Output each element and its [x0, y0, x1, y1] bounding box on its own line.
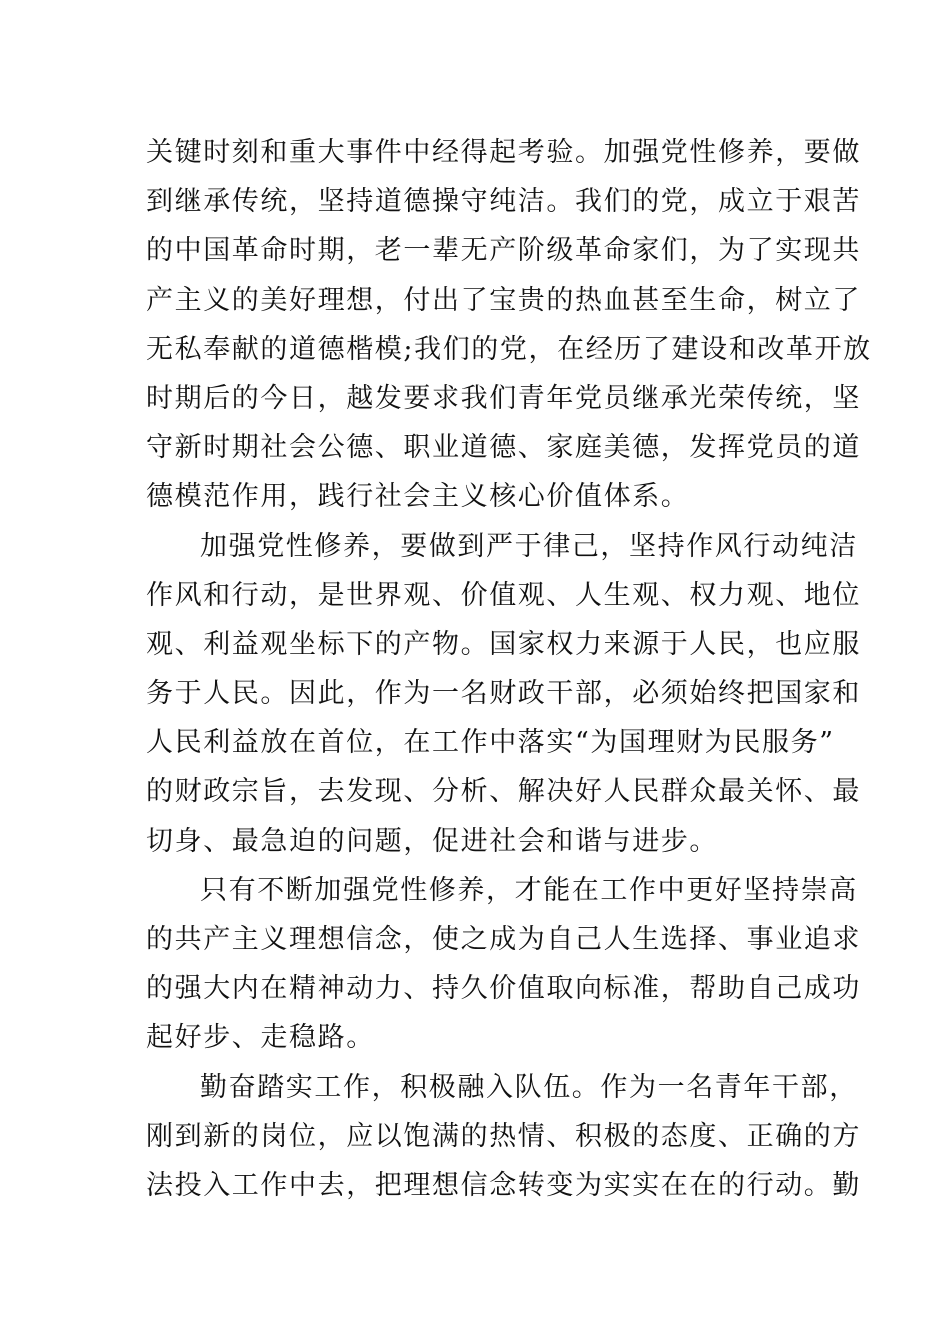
text-line: 守新时期社会公德、职业道德、家庭美德，发挥党员的道	[146, 432, 861, 464]
paragraph-first-line: 勤奋踏实工作，积极融入队伍。作为一名青年干部，	[200, 1071, 858, 1103]
text-line: 德模范作用，践行社会主义核心价值体系。	[146, 481, 690, 513]
text-line: 切身、最急迫的问题，促进社会和谐与进步。	[146, 825, 718, 857]
text-line: 到继承传统，坚持道德操守纯洁。我们的党，成立于艰苦	[146, 186, 861, 218]
text-line: 无私奉献的道德楷模;我们的党，在经历了建设和改革开放	[146, 333, 872, 365]
paragraph-first-line: 只有不断加强党性修养，才能在工作中更好坚持崇高	[200, 874, 858, 906]
text-line: 时期后的今日，越发要求我们青年党员继承光荣传统，坚	[146, 382, 861, 414]
paragraph-first-line: 加强党性修养，要做到严于律己，坚持作风行动纯洁	[200, 530, 858, 562]
text-line: 起好步、走稳路。	[146, 1022, 375, 1054]
text-line: 产主义的美好理想，付出了宝贵的热血甚至生命，树立了	[146, 284, 861, 316]
text-line: 作风和行动，是世界观、价值观、人生观、权力观、地位	[146, 579, 861, 611]
text-line: 务于人民。因此，作为一名财政干部，必须始终把国家和	[146, 678, 861, 710]
text-line: 的中国革命时期，老一辈无产阶级革命家们，为了实现共	[146, 235, 861, 267]
text-line: 法投入工作中去，把理想信念转变为实实在在的行动。勤	[146, 1169, 861, 1201]
text-line: 关键时刻和重大事件中经得起考验。加强党性修养，要做	[146, 137, 861, 168]
text-line: 的共产主义理想信念，使之成为自己人生选择、事业追求	[146, 924, 861, 955]
document-body	[146, 128, 872, 1210]
text-line: 观、利益观坐标下的产物。国家权力来源于人民，也应服	[146, 628, 861, 660]
text-line: 刚到新的岗位，应以饱满的热情、积极的态度、正确的方	[146, 1120, 861, 1152]
text-line: 的财政宗旨，去发现、分析、解决好人民群众最关怀、最	[146, 776, 861, 808]
text-line: 的强大内在精神动力、持久价值取向标准，帮助自己成功	[146, 973, 861, 1005]
text-line: 人民利益放在首位，在工作中落实“为国理财为民服务”	[146, 727, 835, 759]
